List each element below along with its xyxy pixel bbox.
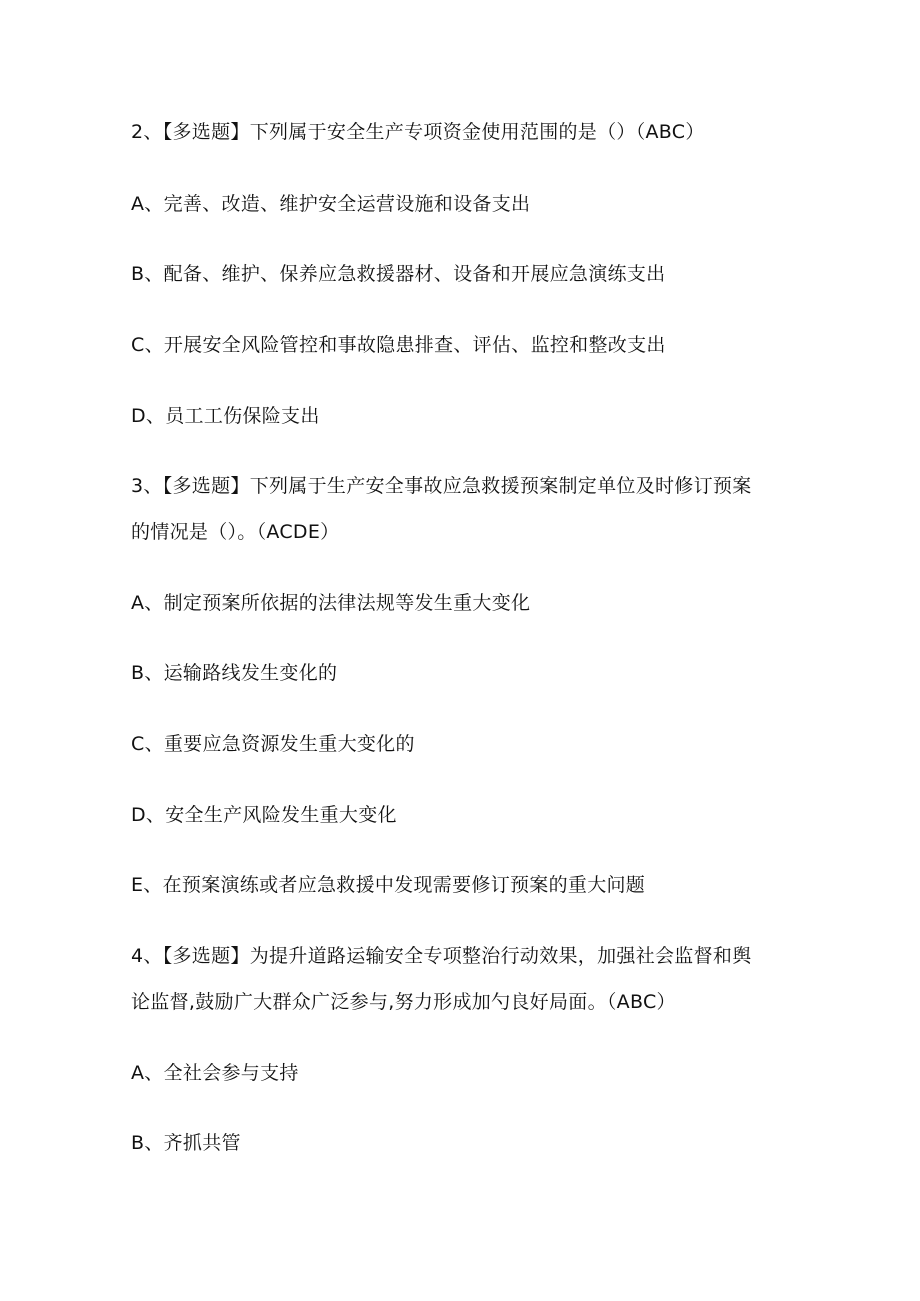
question-3-option-e: E、在预案演练或者应急救援中发现需要修订预案的重大问题 [131,874,646,896]
question-2-option-a: A、完善、改造、维护安全运营设施和设备支出 [131,193,531,215]
question-2-option-b: B、配备、维护、保养应急救援器材、设备和开展应急演练支出 [131,263,666,285]
question-2-option-c: C、开展安全风险管控和事故隐患排查、评估、监控和整改支出 [131,334,666,356]
question-2-option-d: D、员工工伤保险支出 [131,405,320,427]
question-4-stem-line-1: 4、【多选题】为提升道路运输安全专项整治行动效果，加强社会监督和舆 [131,945,752,967]
question-4-option-a: A、全社会参与支持 [131,1062,299,1084]
question-3-stem-line-2: 的情况是（）。（ACDE） [131,521,340,543]
question-3-option-a: A、制定预案所依据的法律法规等发生重大变化 [131,592,531,614]
question-3-option-c: C、重要应急资源发生重大变化的 [131,733,415,755]
question-3-option-d: D、安全生产风险发生重大变化 [131,804,397,826]
question-4-stem-line-2: 论监督,鼓励广大群众广泛参与,努力形成加勺良好局面。（ABC） [131,991,676,1013]
question-2-stem: 2、【多选题】下列属于安全生产专项资金使用范围的是（）（ABC） [131,121,705,143]
question-3-option-b: B、运输路线发生变化的 [131,662,338,684]
question-4-option-b: B、齐抓共管 [131,1132,241,1154]
question-3-stem-line-1: 3、【多选题】下列属于生产安全事故应急救援预案制定单位及时修订预案 [131,475,752,497]
